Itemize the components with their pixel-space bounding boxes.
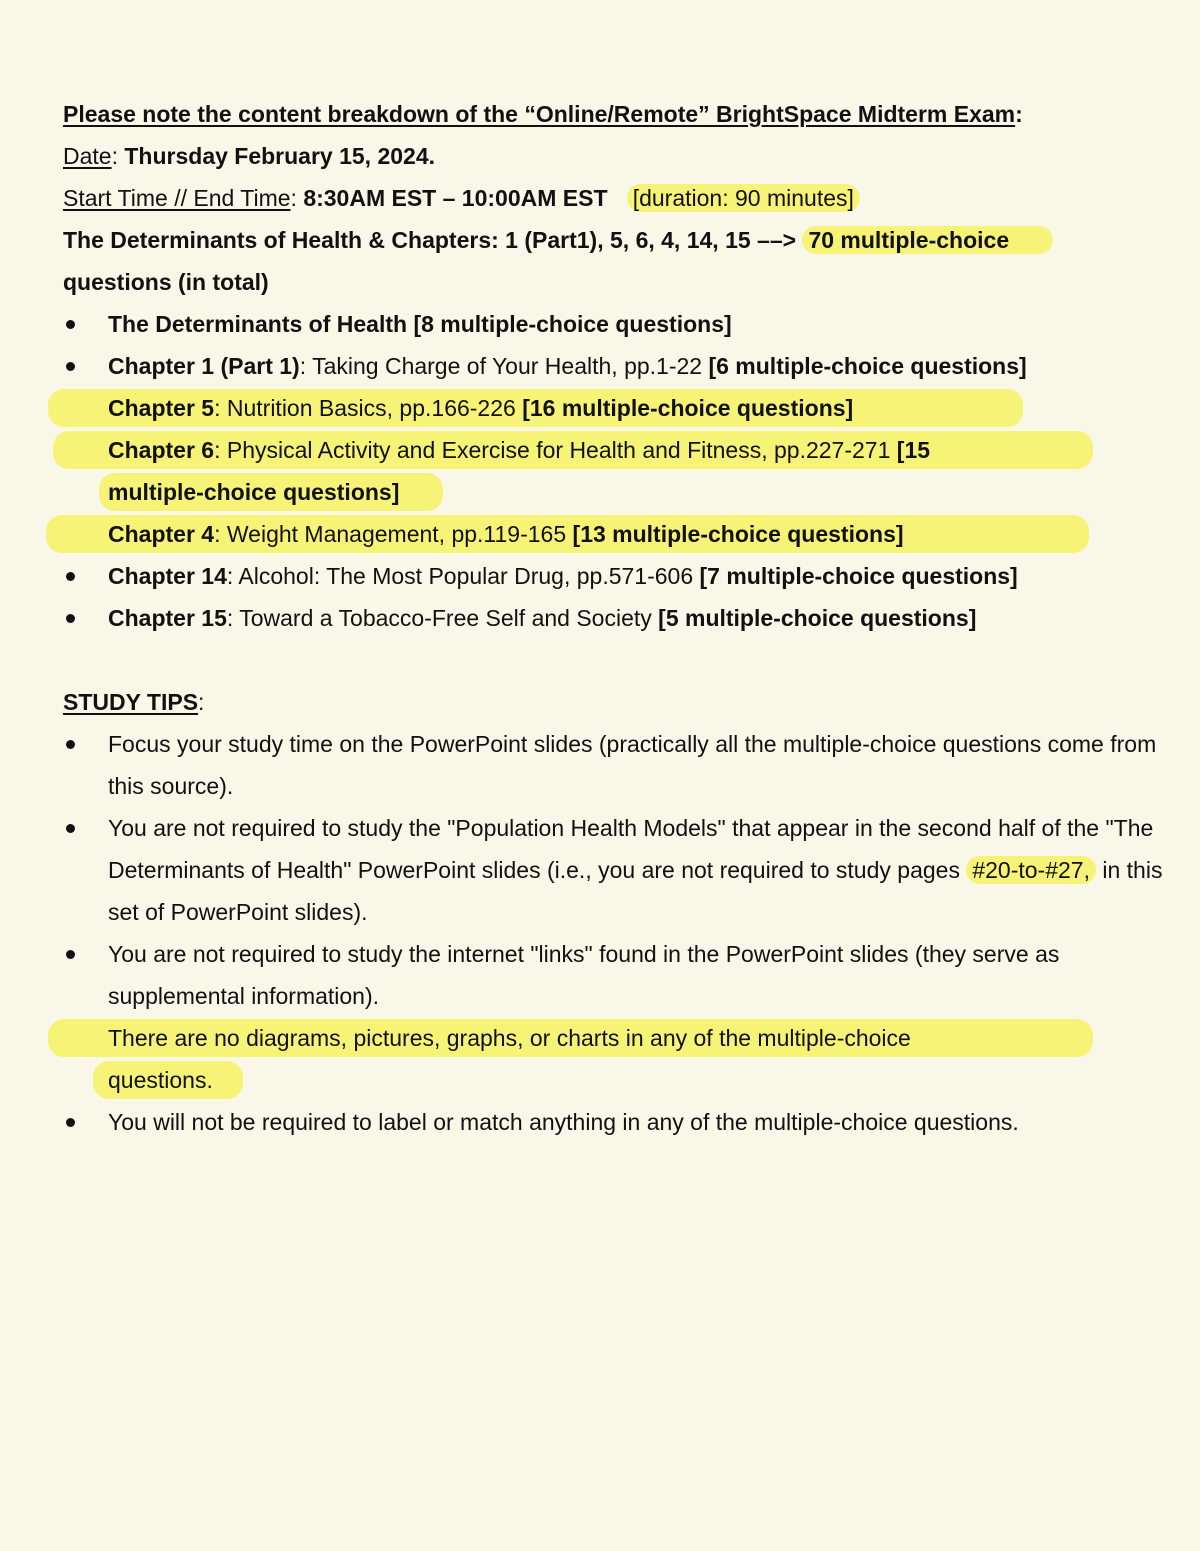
- time-label: Start Time // End Time: [63, 185, 291, 211]
- list-item: There are no diagrams, pictures, graphs, or charts in any of the multiple-choice questions.: [63, 1017, 1173, 1101]
- list-item: The Determinants of Health [8 multiple-choice questions]: [63, 303, 1173, 345]
- chapter-list: [63, 303, 1173, 639]
- scope-total-highlight: 70 multiple-choice: [802, 226, 1053, 254]
- document-body: [63, 93, 1173, 1143]
- list-item: Focus your study time on the PowerPoint slides (practically all the multiple-choice questions come from this source).: [63, 723, 1173, 807]
- list-item: You are not required to study the internet "links" found in the PowerPoint slides (they serve as supplemental information).: [63, 933, 1173, 1017]
- exam-time-line: Start Time // End Time: 8:30AM EST – 10:00AM EST [duration: 90 minutes]: [63, 177, 1173, 219]
- date-label: Date: [63, 143, 112, 169]
- exam-title: Please note the content breakdown of the “Online/Remote” BrightSpace Midterm Exam:: [63, 101, 1023, 127]
- list-item: Chapter 6: Physical Activity and Exercise for Health and Fitness, pp.227-271 [15 multiple-choice questions]: [63, 429, 1173, 513]
- list-item: Chapter 14: Alcohol: The Most Popular Drug, pp.571-606 [7 multiple-choice questions]: [63, 555, 1173, 597]
- list-item: Chapter 4: Weight Management, pp.119-165 [13 multiple-choice questions]: [63, 513, 1173, 555]
- list-item: Chapter 15: Toward a Tobacco-Free Self and Society [5 multiple-choice questions]: [63, 597, 1173, 639]
- scope-text: The Determinants of Health & Chapters: 1 (Part1), 5, 6, 4, 14, 15 ––>: [63, 227, 797, 253]
- pages-highlight: #20-to-#27,: [966, 856, 1096, 884]
- exam-scope-line: [63, 219, 1173, 303]
- study-tips-list: [63, 723, 1173, 1143]
- list-item: You will not be required to label or match anything in any of the multiple-choice questions.: [63, 1101, 1173, 1143]
- list-item: Chapter 5: Nutrition Basics, pp.166-226 [16 multiple-choice questions]: [63, 387, 1173, 429]
- time-value: 8:30AM EST – 10:00AM EST: [303, 185, 608, 211]
- duration-highlight: [duration: 90 minutes]: [627, 184, 860, 212]
- exam-title-text: Please note the content breakdown of the “Online/Remote” BrightSpace Midterm Exam: [63, 101, 1016, 127]
- study-tips-heading: STUDY TIPS:: [63, 689, 205, 715]
- list-item: Chapter 1 (Part 1): Taking Charge of Your Health, pp.1-22 [6 multiple-choice questions]: [63, 345, 1173, 387]
- date-value: Thursday February 15, 2024.: [124, 143, 436, 169]
- list-item: You are not required to study the "Population Health Models" that appear in the second half of the "The Determinants of Health" PowerPoint slides (i.e., you are not required to study pages #20-to-#27, in this set of PowerPoint slides).: [63, 807, 1173, 933]
- section-spacer: [63, 639, 1173, 681]
- exam-date-line: Date: Thursday February 15, 2024.: [63, 143, 436, 169]
- scope-total-rest: questions (in total): [63, 269, 269, 295]
